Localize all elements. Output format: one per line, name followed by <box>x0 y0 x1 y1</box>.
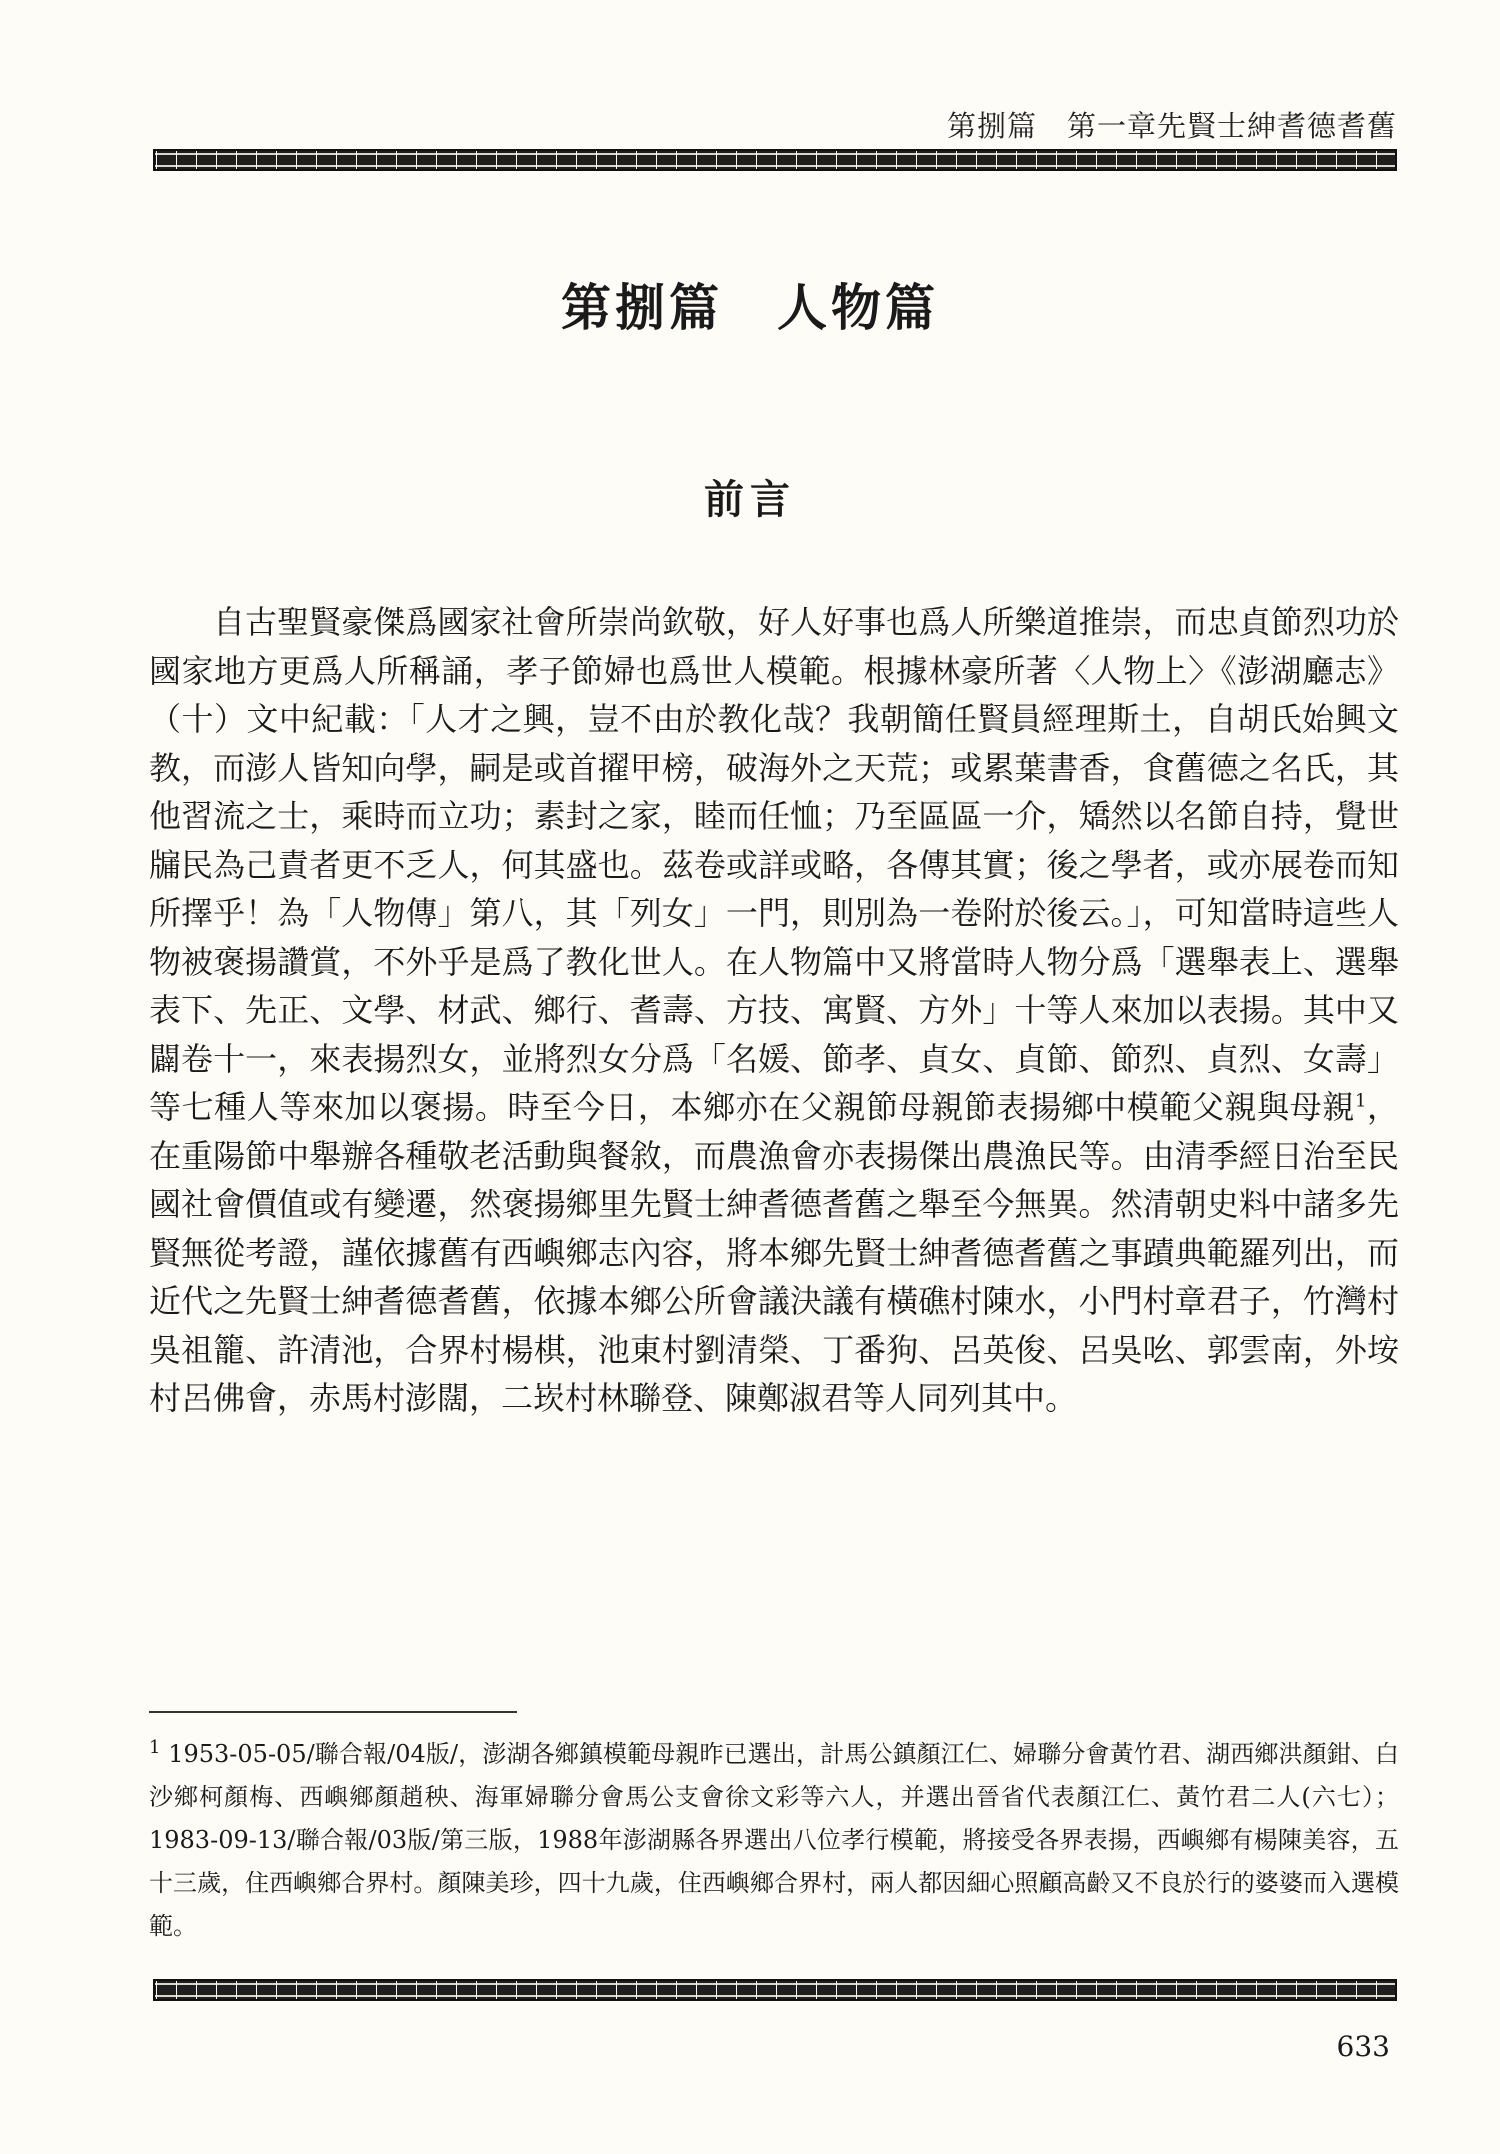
footnote-reference: 1 <box>1354 1090 1367 1112</box>
body-text <box>149 598 1399 1423</box>
page-number: 633 <box>1336 2030 1390 2063</box>
footnote-text: 1953-05-05/聯合報/04版/，澎湖各鄉鎮模範母親昨已選出，計馬公鎮顏江仁、婦聯分會黃竹君、湖西鄉洪顏鉗、白沙鄉柯顏梅、西嶼鄉顏趙秧、海軍婦聯分會馬公支會徐文彩等六人，并選出晉省代表顏江仁、黃竹君二人(六七）；1983-09-13/聯合報/03版/第三版，1988年澎湖縣各界選出八位孝行模範，將接受各界表揚，西嶼鄉有楊陳美容，五十三歲，住西嶼鄉合界村。顏陳美珍，四十九歲，住西嶼鄉合界村，兩人都因細心照顧高齡又不良於行的婆婆而入選模範。 <box>149 1740 1400 1940</box>
footnote <box>149 1733 1399 1948</box>
section-title: 前言 <box>704 476 796 523</box>
running-header: 第捌篇 第一章先賢士紳耆德耆舊 <box>946 109 1397 143</box>
part-title: 第捌篇 人物篇 <box>561 278 939 337</box>
body-paragraph-part2: ，在重陽節中舉辦各種敬老活動與餐敘，而農漁會亦表揚傑出農漁民等。由清季經日治至民國社會價值或有變遷，然褒揚鄉里先賢士紳耆德耆舊之舉至今無異。然清朝史料中諸多先賢無從考證，謹依據舊有西嶼鄉志內容，將本鄉先賢士紳耆德耆舊之事蹟典範羅列出，而近代之先賢士紳耆德耆舊，依據本鄉公所會議決議有橫礁村陳水，小門村章君子，竹灣村吳祖籠、許清池，合界村楊棋，池東村劉清榮、丁番狗、呂英俊、呂吳吆、郭雲南，外垵村呂佛會，赤馬村澎闊，二崁村林聯登、陳鄭淑君等人同列其中。 <box>149 1088 1399 1417</box>
footer-border-band <box>153 1979 1397 2001</box>
body-paragraph-part1: 自古聖賢豪傑爲國家社會所崇尚欽敬，好人好事也爲人所樂道推崇，而忠貞節烈功於國家地方更爲人所稱誦，孝子節婦也爲世人模範。根據林豪所著〈人物上〉《澎湖廳志》（十）文中紀載：「人才之興，豈不由於教化哉？我朝簡任賢員經理斯土，自胡氏始興文教，而澎人皆知向學，嗣是或首擢甲榜，破海外之天荒；或累葉書香，食舊德之名氏，其他習流之士，乘時而立功；素封之家，睦而任恤；乃至區區一介，矯然以名節自持，覺世牖民為己責者更不乏人，何其盛也。茲卷或詳或略，各傳其實；後之學者，或亦展卷而知所擇乎！為「人物傳」第八，其「列女」一門，則別為一卷附於後云。」，可知當時這些人物被褒揚讚賞，不外乎是爲了教化世人。在人物篇中又將當時人物分爲「選舉表上、選舉表下、先正、文學、材武、鄉行、耆壽、方技、寓賢、方外」十等人來加以表揚。其中又闢卷十一，來表揚烈女，並將烈女分爲「名媛、節孝、貞女、貞節、節烈、貞烈、女壽」等七種人等來加以褒揚。時至今日，本鄉亦在父親節母親節表揚鄉中模範父親與母親 <box>149 603 1399 1126</box>
body-paragraph <box>149 598 1399 1423</box>
footnote-divider <box>149 1711 517 1713</box>
footnote-marker: 1 <box>149 1737 161 1758</box>
header-border-band <box>153 149 1397 171</box>
